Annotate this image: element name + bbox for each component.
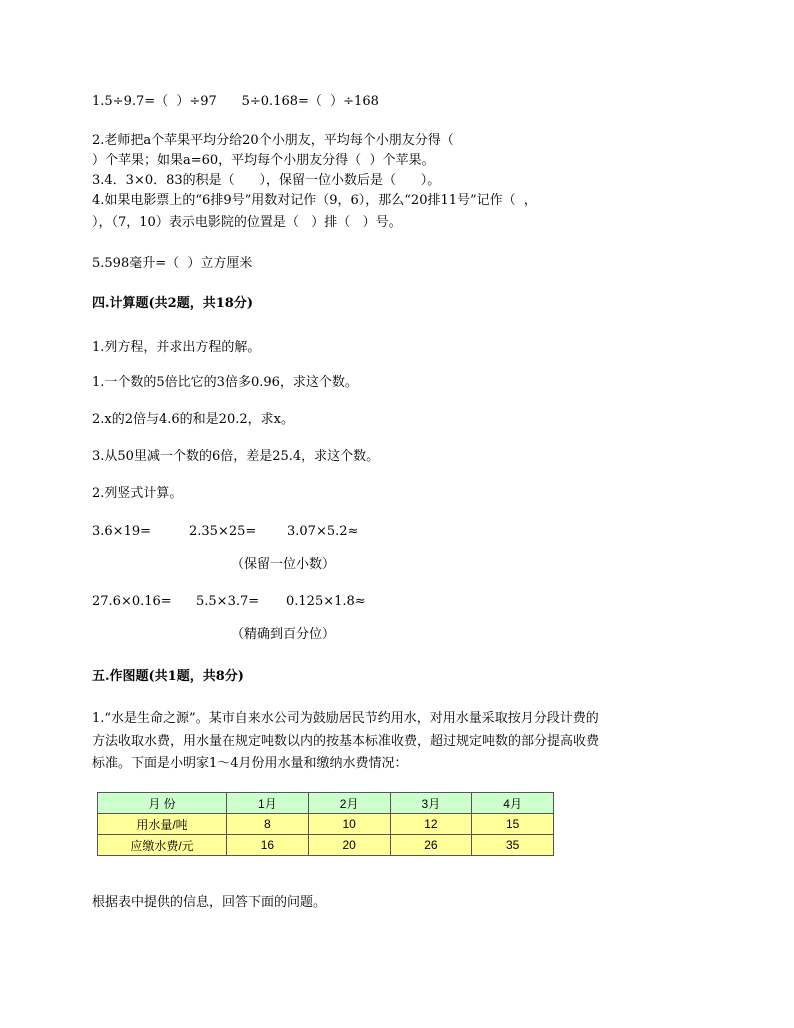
table-header-cell: 4月 [472,793,554,814]
calc-1-3: 3.07×5.2≈ [287,524,359,539]
calc-1-1: 3.6×19= [92,524,152,539]
question-3-1: 1.5÷9.7=（ ）÷97 5÷0.168=（ ）÷168 [92,94,379,109]
paragraph-line-2: 方法收取水费，用水量在规定吨数以内的按基本标准收费，超过规定吨数的部分提高收费 [92,734,600,749]
question-3-5: 5.598毫升=（ ）立方厘米 [92,256,253,271]
table-cell: 10 [308,814,390,835]
table-header-row [98,793,554,814]
problem-4-1-2: 2.x的2倍与4.6的和是20.2，求x。 [92,412,294,427]
table-cell: 8 [227,814,309,835]
closing-instruction: 根据表中提供的信息，回答下面的问题。 [92,895,327,910]
table-header-cell: 3月 [390,793,472,814]
paragraph-line-1: 1.“水是生命之源”。某市自来水公司为鼓励居民节约用水，对用水量采取按月分段计费的 [92,711,599,726]
section-4-heading: 四.计算题(共2题，共18分) [92,296,253,311]
calc-note-1: （保留一位小数） [231,557,336,572]
table-cell: 20 [308,835,390,856]
problem-4-1: 1.列方程，并求出方程的解。 [92,340,261,355]
table-cell: 26 [390,835,472,856]
question-3-4-line2: ），（7，10）表示电影院的位置是（ ）排（ ）号。 [92,215,402,230]
question-3-3: 3.4．3×0．83的积是（ ），保留一位小数后是（ ）。 [92,173,441,188]
table-cell: 应缴水费/元 [98,835,227,856]
problem-4-1-3: 3.从50里减一个数的6倍，差是25.4，求这个数。 [92,449,380,464]
table-cell: 12 [390,814,472,835]
problem-4-2: 2.列竖式计算。 [92,486,183,501]
calc-1-2: 2.35×25= [189,524,257,539]
table-cell: 用水量/吨 [98,814,227,835]
question-3-4-line1: 4.如果电影票上的“6排9号”用数对记作（9，6），那么“20排11号”记作（ ， [92,193,537,208]
calc-2-1: 27.6×0.16= [92,594,172,609]
water-fee-table [97,792,554,856]
table-header-cell: 月 份 [98,793,227,814]
calc-2-2: 5.5×3.7= [196,594,260,609]
table-cell: 16 [227,835,309,856]
paragraph-line-3: 标准。下面是小明家1～4月份用水量和缴纳水费情况： [92,756,408,771]
table-row [98,814,554,835]
table-header-cell: 2月 [308,793,390,814]
problem-4-1-1: 1.一个数的5倍比它的3倍多0.96，求这个数。 [92,375,358,390]
question-3-2-line1: 2.老师把a个苹果平均分给20个小朋友，平均每个小朋友分得（ [92,133,454,148]
question-3-2-line2: ）个苹果；如果a=60，平均每个小朋友分得（ ）个苹果。 [92,153,435,168]
section-5-heading: 五.作图题(共1题，共8分) [92,669,244,684]
table-header-cell: 1月 [227,793,309,814]
table-row [98,835,554,856]
table-cell: 15 [472,814,554,835]
table-cell: 35 [472,835,554,856]
calc-note-2: （精确到百分位） [231,627,336,642]
calc-2-3: 0.125×1.8≈ [286,594,366,609]
